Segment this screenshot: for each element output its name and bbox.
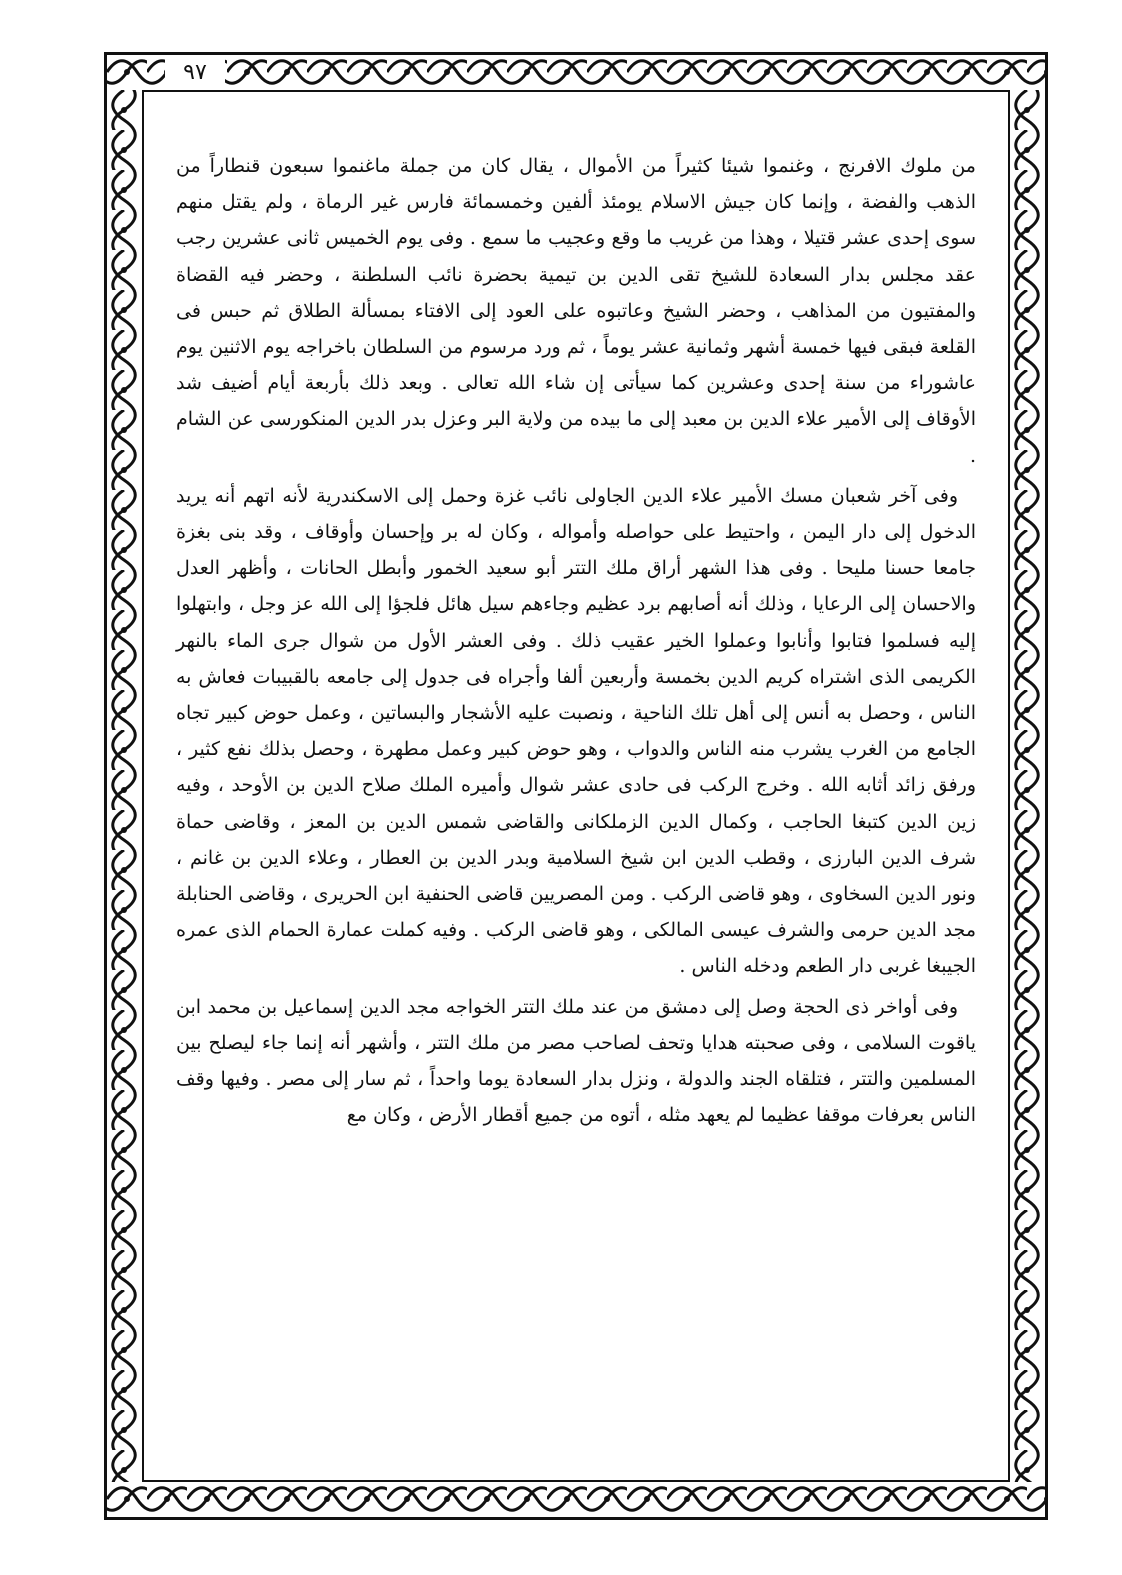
paragraph: وفى أواخر ذى الحجة وصل إلى دمشق من عند ملك التتر الخواجه مجد الدين إسماعيل بن محمد ابن ياقوت السلامى ، وفى صحبته هدايا وتحف لصاحب مصر من ملك التتر ، وأشهر أنه إنما جاء ليصلح بين المسلمين والتتر ، فتلقاه الجند والدولة ، ونزل بدار السعادة يوما واحداً ، ثم سار إلى مصر . وفيها وقف الناس بعرفات موقفا عظيما لم يعهد مثله ، أتوه من جميع أقطار الأرض ، وكان مع [176, 995, 976, 1127]
page-number: ٩٧ [165, 58, 225, 88]
body-text [176, 148, 976, 1133]
paragraph: من ملوك الافرنج ، وغنموا شيئا كثيراً من الأموال ، يقال كان من جملة ماغنموا سبعون قنطاراً من الذهب والفضة ، وإنما كان جيش الاسلام يومئذ ألفين وخمسمائة فارس غير الرماة ، ولم يقتل منهم سوى إحدى عشر قتيلا ، وهذا من غريب ما وقع وعجيب ما سمع . وفى يوم الخميس ثانى عشرين رجب عقد مجلس بدار السعادة للشيخ تقى الدين بن تيمية بحضرة نائب السلطنة ، وحضر فيه القضاة والمفتيون من المذاهب ، وحضر الشيخ وعاتبوه على العود إلى الافتاء بمسألة الطلاق ثم حبس فى القلعة فبقى فيها خمسة أشهر وثمانية عشر يوماً ، ثم ورد مرسوم من السلطان باخراجه يوم الاثنين يوم عاشوراء من سنة إحدى وعشرين كما سيأتى إن شاء الله تعالى . وبعد ذلك بأربعة أيام أضيف شد الأوقاف إلى الأمير علاء الدين بن معبد إلى ما بيده من ولاية البر وعزل بدر الدين المنكورسى عن الشام . [176, 155, 977, 467]
paragraph: وفى آخر شعبان مسك الأمير علاء الدين الجاولى نائب غزة وحمل إلى الاسكندرية لأنه اتهم أنه يريد الدخول إلى دار اليمن ، واحتيط على حواصله وأمواله ، وكان له بر وإحسان وأوقاف ، وقد بنى بغزة جامعا حسنا مليحا . وفى هذا الشهر أراق ملك التتر أبو سعيد الخمور وأبطل الحانات ، وأظهر العدل والاحسان إلى الرعايا ، وذلك أنه أصابهم برد عظيم وجاءهم سيل هائل فلجؤا إلى الله عز وجل ، وابتهلوا إليه فسلموا فتابوا وأنابوا وعملوا الخير عقيب ذلك . وفى العشر الأول من شوال جرى الماء بالنهر الكريمى الذى اشتراه كريم الدين بخمسة وأربعين ألفا وأجراه فى جدول إلى جامعه بالقبيبات فعاش به الناس ، وحصل به أنس إلى أهل تلك الناحية ، ونصبت عليه الأشجار والبساتين ، وعمل حوض كبير تجاه الجامع من الغرب يشرب منه الناس والدواب ، وهو حوض كبير وعمل مطهرة ، وحصل بذلك نفع كثير ، ورفق زائد أثابه الله . وخرج الركب فى حادى عشر شوال وأميره الملك صلاح الدين بن الأوحد ، وفيه زين الدين كتبغا الحاجب ، وكمال الدين الزملكانى والقاضى شمس الدين بن المعز ، وقاضى حماة شرف الدين البارزى ، وقطب الدين ابن شيخ السلامية وبدر الدين بن العطار ، وعلاء الدين بن غانم ، ونور الدين السخاوى ، وهو قاضى الركب . ومن المصريين قاضى الحنفية ابن الحريرى ، وقاضى الحنابلة مجد الدين حرمى والشرف عيسى المالكى ، وهو قاضى الركب . وفيه كملت عمارة الحمام الذى عمره الجيبغا غربى دار الطعم ودخله الناس . [176, 484, 977, 978]
